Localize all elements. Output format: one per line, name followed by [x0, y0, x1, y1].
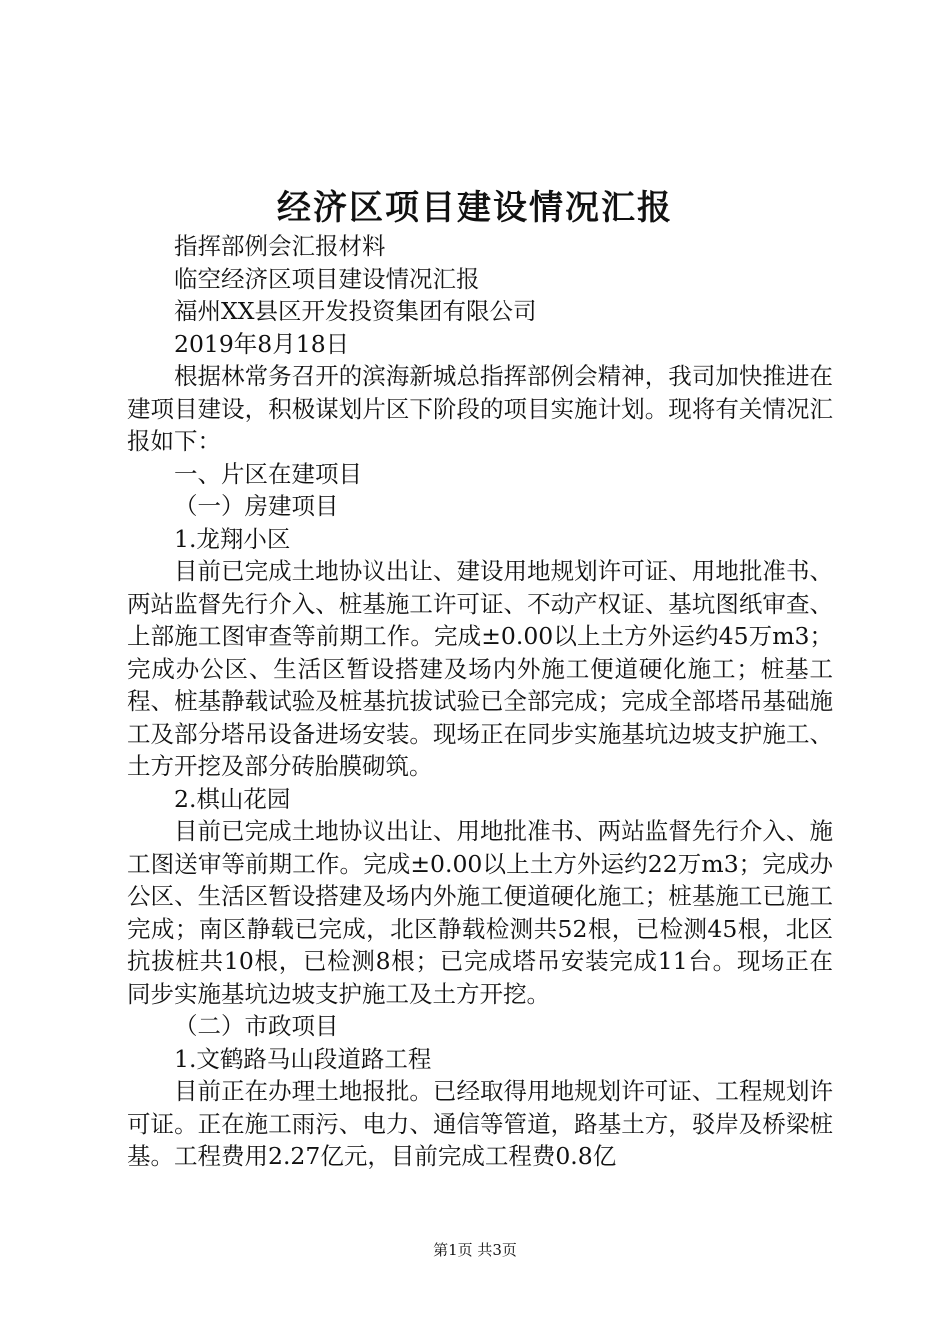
paragraph-qishan: 目前已完成土地协议出让、用地批准书、两站监督先行介入、施工图送审等前期工作。完成±0.00以上土方外运约22万m3；完成办公区、生活区暂设搭建及场内外施工便道硬化施工；桩基施工已施工完成；南区静载已完成，北区静载检测共52根，已检测45根，北区抗拔桩共10根，已检测8根；已完成塔吊安装完成11台。现场正在同步实施基坑边坡支护施工及土方开挖。 — [127, 817, 833, 1008]
report-subtitle-line: 临空经济区项目建设情况汇报 — [174, 264, 480, 293]
subsection-heading-municipal: （二）市政项目 — [174, 1012, 339, 1040]
subsection-heading-housing: （一）房建项目 — [174, 492, 339, 520]
intro-paragraph: 根据林常务召开的滨海新城总指挥部例会精神，我司加快推进在建项目建设，积极谋划片区下阶段的项目实施计划。现将有关情况汇报如下： — [127, 362, 833, 455]
section-heading-1: 一、片区在建项目 — [174, 459, 362, 488]
date-line: 2019年8月18日 — [174, 329, 350, 358]
meeting-material-line: 指挥部例会汇报材料 — [174, 232, 386, 260]
item-heading-wenhe-road: 1.文鹤路马山段道路工程 — [174, 1044, 432, 1073]
document-body — [127, 230, 833, 1173]
item-heading-longxiang: 1.龙翔小区 — [174, 524, 291, 553]
document-title: 经济区项目建设情况汇报 — [277, 188, 673, 228]
paragraph-wenhe-road: 目前正在办理土地报批。已经取得用地规划许可证、工程规划许可证。正在施工雨污、电力、通信等管道，路基土方，驳岸及桥梁桩基。工程费用2.27亿元，目前完成工程费0.8亿 — [127, 1077, 833, 1170]
paragraph-longxiang: 目前已完成土地协议出让、建设用地规划许可证、用地批准书、两站监督先行介入、桩基施工许可证、不动产权证、基坑图纸审查、上部施工图审查等前期工作。完成±0.00以上土方外运约45万m3；完成办公区、生活区暂设搭建及场内外施工便道硬化施工；桩基工程、桩基静载试验及桩基抗拔试验已全部完成；完成全部塔吊基础施工及部分塔吊设备进场安装。现场正在同步实施基坑边坡支护施工、土方开挖及部分砖胎膜砌筑。 — [127, 557, 833, 780]
page-footer: 第1页 共3页 — [433, 1241, 517, 1259]
item-heading-qishan: 2.棋山花园 — [174, 784, 291, 813]
company-name-line: 福州XX县区开发投资集团有限公司 — [174, 297, 537, 325]
